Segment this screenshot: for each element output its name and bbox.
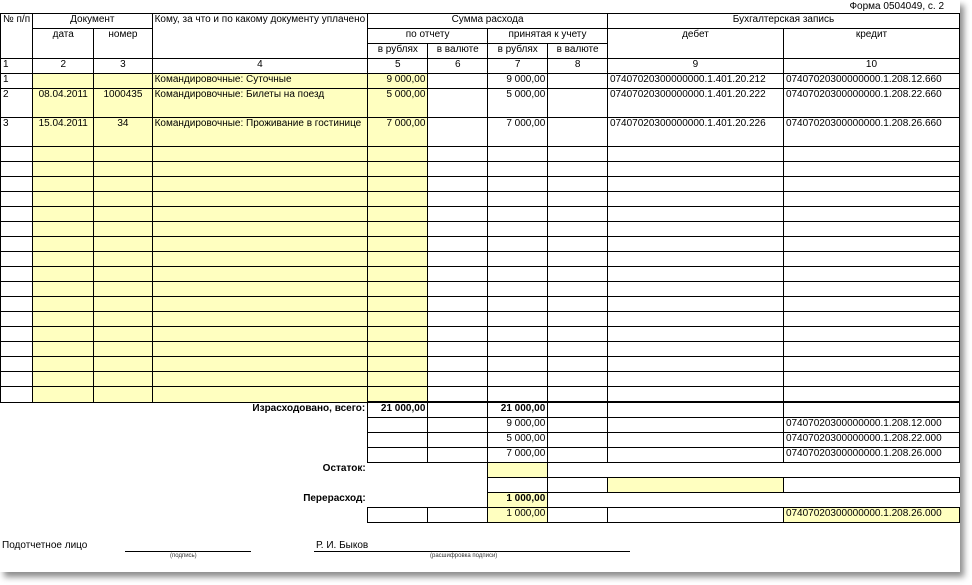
empty-cell[interactable]	[94, 162, 152, 177]
empty-cell	[607, 162, 783, 177]
empty-cell	[548, 147, 608, 162]
empty-cell	[488, 252, 548, 267]
empty-table-row	[1, 282, 960, 297]
empty-cell	[548, 282, 608, 297]
empty-cell	[548, 402, 608, 418]
empty-cell	[783, 267, 959, 282]
empty-cell	[607, 147, 783, 162]
balance-accepted[interactable]	[488, 463, 548, 478]
empty-cell	[548, 387, 608, 403]
empty-cell	[783, 147, 959, 162]
breakdown-row	[1, 433, 960, 448]
empty-cell[interactable]	[33, 297, 94, 312]
empty-cell	[428, 342, 488, 357]
empty-cell	[488, 372, 548, 387]
empty-cell	[783, 297, 959, 312]
empty-cell	[783, 207, 959, 222]
breakdown-accepted: 7 000,00	[488, 448, 548, 463]
empty-cell	[783, 327, 959, 342]
empty-cell[interactable]	[33, 267, 94, 282]
empty-cell	[607, 192, 783, 207]
empty-cell	[488, 312, 548, 327]
balance-debit[interactable]	[607, 478, 783, 493]
empty-cell	[428, 252, 488, 267]
empty-cell[interactable]	[368, 147, 428, 162]
row-debit: 07407020300000000.1.401.20.212	[607, 74, 783, 89]
empty-cell	[548, 162, 608, 177]
empty-cell[interactable]	[368, 342, 428, 357]
empty-cell	[783, 372, 959, 387]
empty-cell[interactable]	[33, 282, 94, 297]
empty-cell[interactable]	[94, 342, 152, 357]
empty-cell	[607, 252, 783, 267]
empty-cell[interactable]	[94, 387, 152, 403]
empty-cell	[428, 357, 488, 372]
row-date[interactable]: 08.04.2011	[33, 89, 94, 118]
row-credit: 07407020300000000.1.208.22.660	[783, 89, 959, 118]
row-purpose[interactable]: Командировочные: Билеты на поезд	[152, 89, 368, 118]
empty-cell[interactable]	[368, 297, 428, 312]
header-sum: Сумма расхода	[368, 14, 608, 29]
expense-table	[0, 13, 960, 523]
empty-cell	[607, 402, 783, 418]
empty-cell[interactable]	[152, 177, 368, 192]
row-report-rub[interactable]: 7 000,00	[368, 118, 428, 147]
empty-cell[interactable]	[33, 327, 94, 342]
empty-cell	[428, 192, 488, 207]
empty-table-row	[1, 237, 960, 252]
balance-row	[1, 463, 960, 478]
empty-cell[interactable]	[94, 282, 152, 297]
empty-cell[interactable]	[33, 372, 94, 387]
empty-cell[interactable]	[33, 222, 94, 237]
empty-cell	[428, 372, 488, 387]
row-debit: 07407020300000000.1.401.20.226	[607, 118, 783, 147]
empty-cell	[548, 222, 608, 237]
empty-cell	[1, 252, 33, 267]
breakdown-row	[1, 418, 960, 433]
empty-table-row	[1, 162, 960, 177]
row-num: 1	[1, 74, 33, 89]
empty-cell	[548, 342, 608, 357]
empty-cell[interactable]	[368, 387, 428, 403]
balance-row-2	[1, 478, 960, 493]
empty-cell[interactable]	[152, 147, 368, 162]
empty-cell	[488, 357, 548, 372]
empty-cell	[488, 222, 548, 237]
empty-cell	[428, 402, 488, 418]
empty-cell[interactable]	[33, 192, 94, 207]
empty-cell[interactable]	[152, 312, 368, 327]
empty-cell[interactable]	[33, 252, 94, 267]
empty-cell[interactable]	[152, 357, 368, 372]
overspend-label: Перерасход:	[303, 492, 366, 504]
empty-table-row	[1, 297, 960, 312]
empty-cell	[488, 267, 548, 282]
empty-cell	[1, 312, 33, 327]
overspend-accepted[interactable]: 1 000,00	[488, 493, 548, 508]
empty-cell[interactable]	[94, 192, 152, 207]
empty-cell	[607, 237, 783, 252]
total-spent-label: Израсходовано, всего:	[252, 402, 366, 414]
empty-table-row	[1, 327, 960, 342]
empty-cell	[488, 387, 548, 403]
row-number[interactable]	[94, 74, 152, 89]
balance-label: Остаток:	[322, 462, 366, 474]
empty-cell	[488, 282, 548, 297]
signature-name-line	[314, 551, 630, 552]
empty-cell	[1, 192, 33, 207]
breakdown-credit: 07407020300000000.1.208.22.000	[783, 433, 959, 448]
empty-cell[interactable]	[368, 312, 428, 327]
empty-cell[interactable]	[152, 387, 368, 403]
empty-cell[interactable]	[368, 267, 428, 282]
empty-cell[interactable]	[152, 252, 368, 267]
header-acc-cur: в валюте	[548, 44, 608, 59]
empty-cell[interactable]	[152, 372, 368, 387]
empty-cell[interactable]	[33, 237, 94, 252]
header-acc-rub: в рублях	[488, 44, 548, 59]
header-row-1	[1, 14, 960, 29]
total-spent-row	[1, 402, 960, 418]
empty-cell[interactable]	[94, 207, 152, 222]
col-number: 4	[152, 59, 368, 74]
empty-cell	[548, 327, 608, 342]
empty-cell[interactable]	[33, 207, 94, 222]
empty-cell	[1, 162, 33, 177]
header-date: дата	[33, 29, 94, 59]
empty-cell	[488, 297, 548, 312]
empty-cell	[428, 177, 488, 192]
empty-cell[interactable]	[33, 387, 94, 403]
empty-cell[interactable]	[94, 297, 152, 312]
empty-cell[interactable]	[368, 162, 428, 177]
empty-cell	[488, 162, 548, 177]
empty-table-row	[1, 252, 960, 267]
total-spent-accepted: 21 000,00	[488, 402, 548, 418]
empty-cell[interactable]	[94, 177, 152, 192]
empty-cell	[548, 312, 608, 327]
row-purpose[interactable]: Командировочные: Проживание в гостинице	[152, 118, 368, 147]
empty-cell[interactable]	[94, 237, 152, 252]
empty-cell	[1, 327, 33, 342]
col-number: 9	[607, 59, 783, 74]
col-number: 1	[1, 59, 33, 74]
empty-table-row	[1, 222, 960, 237]
empty-cell	[783, 162, 959, 177]
empty-cell	[783, 402, 959, 418]
empty-cell	[548, 192, 608, 207]
empty-cell	[607, 207, 783, 222]
empty-cell	[488, 147, 548, 162]
empty-table-row	[1, 372, 960, 387]
empty-cell	[607, 327, 783, 342]
empty-cell	[548, 297, 608, 312]
empty-cell[interactable]	[368, 177, 428, 192]
empty-cell	[1, 297, 33, 312]
empty-cell[interactable]	[152, 237, 368, 252]
empty-cell	[607, 282, 783, 297]
empty-cell	[428, 312, 488, 327]
total-spent-report: 21 000,00	[368, 402, 428, 418]
col-number: 6	[428, 59, 488, 74]
row-report-rub[interactable]: 5 000,00	[368, 89, 428, 118]
col-number: 3	[94, 59, 152, 74]
empty-cell	[428, 222, 488, 237]
header-rep-cur: в валюте	[428, 44, 488, 59]
header-number: номер	[94, 29, 152, 59]
empty-cell[interactable]	[33, 342, 94, 357]
row-number[interactable]: 1000435	[94, 89, 152, 118]
empty-cell[interactable]	[152, 222, 368, 237]
header-row-2	[1, 29, 960, 44]
signature-line[interactable]	[125, 551, 251, 552]
empty-cell	[428, 207, 488, 222]
empty-cell[interactable]	[94, 252, 152, 267]
empty-table-row	[1, 177, 960, 192]
empty-cell[interactable]	[94, 372, 152, 387]
header-purpose: Кому, за что и по какому документу уплачено	[152, 14, 368, 59]
empty-cell	[428, 327, 488, 342]
empty-cell[interactable]	[368, 252, 428, 267]
row-report-cur	[428, 74, 488, 89]
empty-cell[interactable]	[94, 357, 152, 372]
empty-cell[interactable]	[368, 192, 428, 207]
empty-cell[interactable]	[368, 357, 428, 372]
empty-cell	[1, 282, 33, 297]
overspend-line[interactable]: 1 000,00	[488, 508, 548, 523]
breakdown-accepted: 9 000,00	[488, 418, 548, 433]
empty-cell	[1, 222, 33, 237]
empty-cell[interactable]	[33, 162, 94, 177]
empty-cell	[783, 222, 959, 237]
empty-cell	[488, 237, 548, 252]
empty-cell[interactable]	[94, 147, 152, 162]
empty-cell	[488, 342, 548, 357]
empty-cell	[783, 342, 959, 357]
empty-cell	[783, 237, 959, 252]
empty-cell	[428, 297, 488, 312]
empty-cell	[488, 192, 548, 207]
empty-cell	[1, 357, 33, 372]
empty-cell[interactable]	[368, 282, 428, 297]
empty-cell	[1, 387, 33, 403]
row-num: 3	[1, 118, 33, 147]
signature-role: Подотчетное лицо	[2, 540, 88, 551]
breakdown-row	[1, 448, 960, 463]
signature-name-caption: (расшифровка подписи)	[430, 553, 498, 559]
empty-cell	[548, 177, 608, 192]
empty-cell[interactable]	[94, 327, 152, 342]
empty-cell[interactable]	[368, 372, 428, 387]
empty-cell[interactable]	[94, 312, 152, 327]
signature-caption: (подпись)	[170, 553, 197, 559]
empty-cell	[783, 177, 959, 192]
row-report-rub[interactable]: 9 000,00	[368, 74, 428, 89]
row-number[interactable]: 34	[94, 118, 152, 147]
overspend-row	[1, 493, 960, 508]
row-credit: 07407020300000000.1.208.12.660	[783, 74, 959, 89]
empty-cell[interactable]	[368, 237, 428, 252]
breakdown-credit: 07407020300000000.1.208.12.000	[783, 418, 959, 433]
empty-cell	[607, 357, 783, 372]
empty-cell[interactable]	[152, 282, 368, 297]
empty-table-row	[1, 312, 960, 327]
empty-cell[interactable]	[94, 222, 152, 237]
empty-table-row	[1, 342, 960, 357]
empty-cell	[783, 282, 959, 297]
row-report-cur	[428, 89, 488, 118]
header-num: № п/п	[1, 14, 33, 59]
row-accepted-cur	[548, 74, 608, 89]
header-accounting: Бухгалтерская запись	[607, 14, 959, 29]
col-number: 2	[33, 59, 94, 74]
empty-cell	[607, 372, 783, 387]
empty-table-row	[1, 147, 960, 162]
row-date[interactable]: 15.04.2011	[33, 118, 94, 147]
empty-table-row	[1, 192, 960, 207]
empty-cell	[488, 327, 548, 342]
row-accepted-rub: 5 000,00	[488, 89, 548, 118]
empty-table-row	[1, 267, 960, 282]
overspend-row-2	[1, 508, 960, 523]
row-debit: 07407020300000000.1.401.20.222	[607, 89, 783, 118]
empty-cell	[1, 177, 33, 192]
empty-cell	[1, 237, 33, 252]
row-accepted-cur	[548, 118, 608, 147]
empty-cell	[488, 177, 548, 192]
empty-cell	[783, 357, 959, 372]
row-report-cur	[428, 118, 488, 147]
empty-cell[interactable]	[368, 207, 428, 222]
row-purpose[interactable]: Командировочные: Суточные	[152, 74, 368, 89]
row-accepted-rub: 9 000,00	[488, 74, 548, 89]
empty-cell	[1, 372, 33, 387]
empty-cell[interactable]	[33, 177, 94, 192]
empty-cell[interactable]	[33, 147, 94, 162]
empty-cell[interactable]	[152, 342, 368, 357]
empty-cell	[607, 342, 783, 357]
empty-cell[interactable]	[152, 162, 368, 177]
empty-cell	[783, 387, 959, 403]
empty-cell	[428, 147, 488, 162]
empty-cell	[607, 222, 783, 237]
empty-table-row	[1, 387, 960, 403]
col-number: 10	[783, 59, 959, 74]
empty-cell	[1, 147, 33, 162]
signature-name: Р. И. Быков	[316, 540, 369, 551]
empty-cell	[607, 267, 783, 282]
empty-cell	[607, 312, 783, 327]
empty-cell	[548, 237, 608, 252]
empty-cell	[783, 312, 959, 327]
empty-cell[interactable]	[152, 207, 368, 222]
table-row	[1, 74, 960, 89]
empty-cell	[428, 387, 488, 403]
header-debit: дебет	[607, 29, 783, 59]
row-num: 2	[1, 89, 33, 118]
empty-cell[interactable]	[33, 357, 94, 372]
row-accepted-cur	[548, 89, 608, 118]
overspend-credit[interactable]: 07407020300000000.1.208.26.000	[783, 508, 959, 523]
header-credit: кредит	[783, 29, 959, 59]
empty-cell[interactable]	[368, 222, 428, 237]
header-accepted: принятая к учету	[488, 29, 608, 44]
empty-cell[interactable]	[152, 267, 368, 282]
empty-cell	[1, 342, 33, 357]
row-accepted-rub: 7 000,00	[488, 118, 548, 147]
empty-cell	[548, 252, 608, 267]
empty-cell	[1, 267, 33, 282]
empty-cell[interactable]	[152, 297, 368, 312]
row-date[interactable]	[33, 74, 94, 89]
table-row	[1, 118, 960, 147]
empty-cell	[607, 297, 783, 312]
header-document: Документ	[33, 14, 152, 29]
column-number-row	[1, 59, 960, 74]
empty-cell[interactable]	[152, 327, 368, 342]
col-number: 5	[368, 59, 428, 74]
col-number: 7	[488, 59, 548, 74]
empty-table-row	[1, 207, 960, 222]
empty-cell	[488, 207, 548, 222]
empty-cell[interactable]	[368, 327, 428, 342]
empty-table-row	[1, 357, 960, 372]
row-credit: 07407020300000000.1.208.26.660	[783, 118, 959, 147]
breakdown-credit: 07407020300000000.1.208.26.000	[783, 448, 959, 463]
table-row	[1, 89, 960, 118]
empty-cell[interactable]	[33, 312, 94, 327]
empty-cell	[428, 267, 488, 282]
empty-cell	[1, 207, 33, 222]
empty-cell[interactable]	[94, 267, 152, 282]
form-number: Форма 0504049, с. 2	[849, 1, 944, 12]
empty-cell	[548, 372, 608, 387]
empty-cell	[428, 237, 488, 252]
col-number: 8	[548, 59, 608, 74]
header-by-report: по отчету	[368, 29, 488, 44]
empty-cell	[428, 162, 488, 177]
empty-cell	[548, 207, 608, 222]
header-rep-rub: в рублях	[368, 44, 428, 59]
breakdown-accepted: 5 000,00	[488, 433, 548, 448]
empty-cell	[783, 252, 959, 267]
empty-cell	[428, 282, 488, 297]
empty-cell	[783, 192, 959, 207]
empty-cell[interactable]	[152, 192, 368, 207]
empty-cell	[607, 177, 783, 192]
empty-cell	[607, 387, 783, 403]
empty-cell	[548, 267, 608, 282]
empty-cell	[548, 357, 608, 372]
